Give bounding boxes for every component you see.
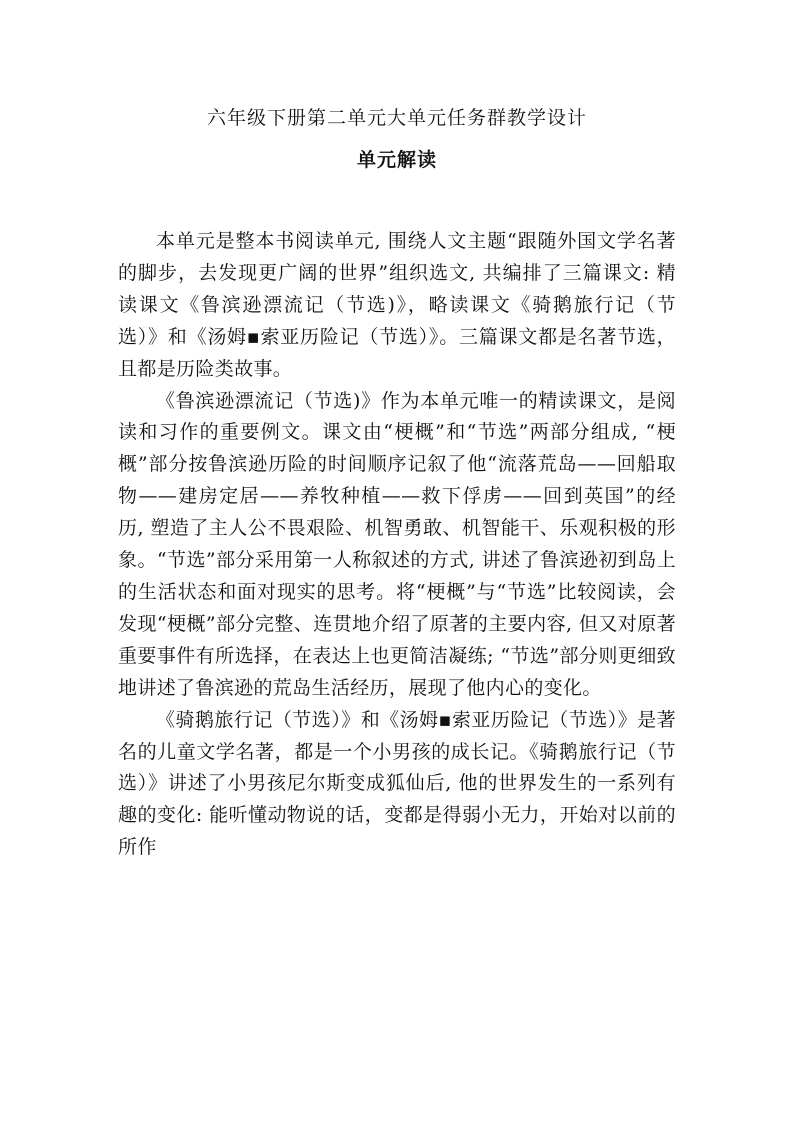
section-heading: 单元解读 [356, 149, 437, 171]
paragraph: 本单元是整本书阅读单元, 围绕人文主题“跟随外国文学名著的脚步，去发现更广阔的世界”组织选文, 共编排了三篇课文: 精读课文《鲁滨逊漂流记（节选)》，略读课文《骑鹅旅行记（节选）》和《汤姆▪索亚历险记（节选）》。三篇课文都是名著节选，且都是历险类故事。 [118, 230, 676, 380]
paragraph: 《骑鹅旅行记（节选）》和《汤姆▪索亚历险记（节选）》是著名的儿童文学名著，都是一个小男孩的成长记。《骑鹅旅行记（节选）》讲述了小男孩尼尔斯变成狐仙后, 他的世界发生的一系列有趣的变化: 能听懂动物说的话，变都是得弱小无力，开始对以前的所作 [118, 708, 676, 859]
paragraph: 《鲁滨逊漂流记（节选)》作为本单元唯一的精读课文，是阅读和习作的重要例文。课文由“梗概”和“节选”两部分组成, “梗概”部分按鲁滨逊历险的时间顺序记叙了他“流落荒岛——回船取物——建房定居——养牧种植——救下俘虏——回到英国”的经历, 塑造了主人公不畏艰险、机智勇敢、机智能干、乐观积极的形象。“节选”部分采用第一人称叙述的方式, 讲述了鲁滨逊初到岛上的生活状态和面对现实的思考。将“梗概”与“节选”比较阅读，会发现“梗概”部分完整、连贯地介绍了原著的主要内容, 但又对原著重要事件有所选择，在表达上也更简洁凝练; “节选”部分则更细致地讲述了鲁滨逊的荒岛生活经历，展现了他内心的变化。 [118, 389, 676, 699]
document-title: 六年级下册第二单元大单元任务群教学设计 [206, 107, 587, 129]
document-body [118, 226, 676, 864]
